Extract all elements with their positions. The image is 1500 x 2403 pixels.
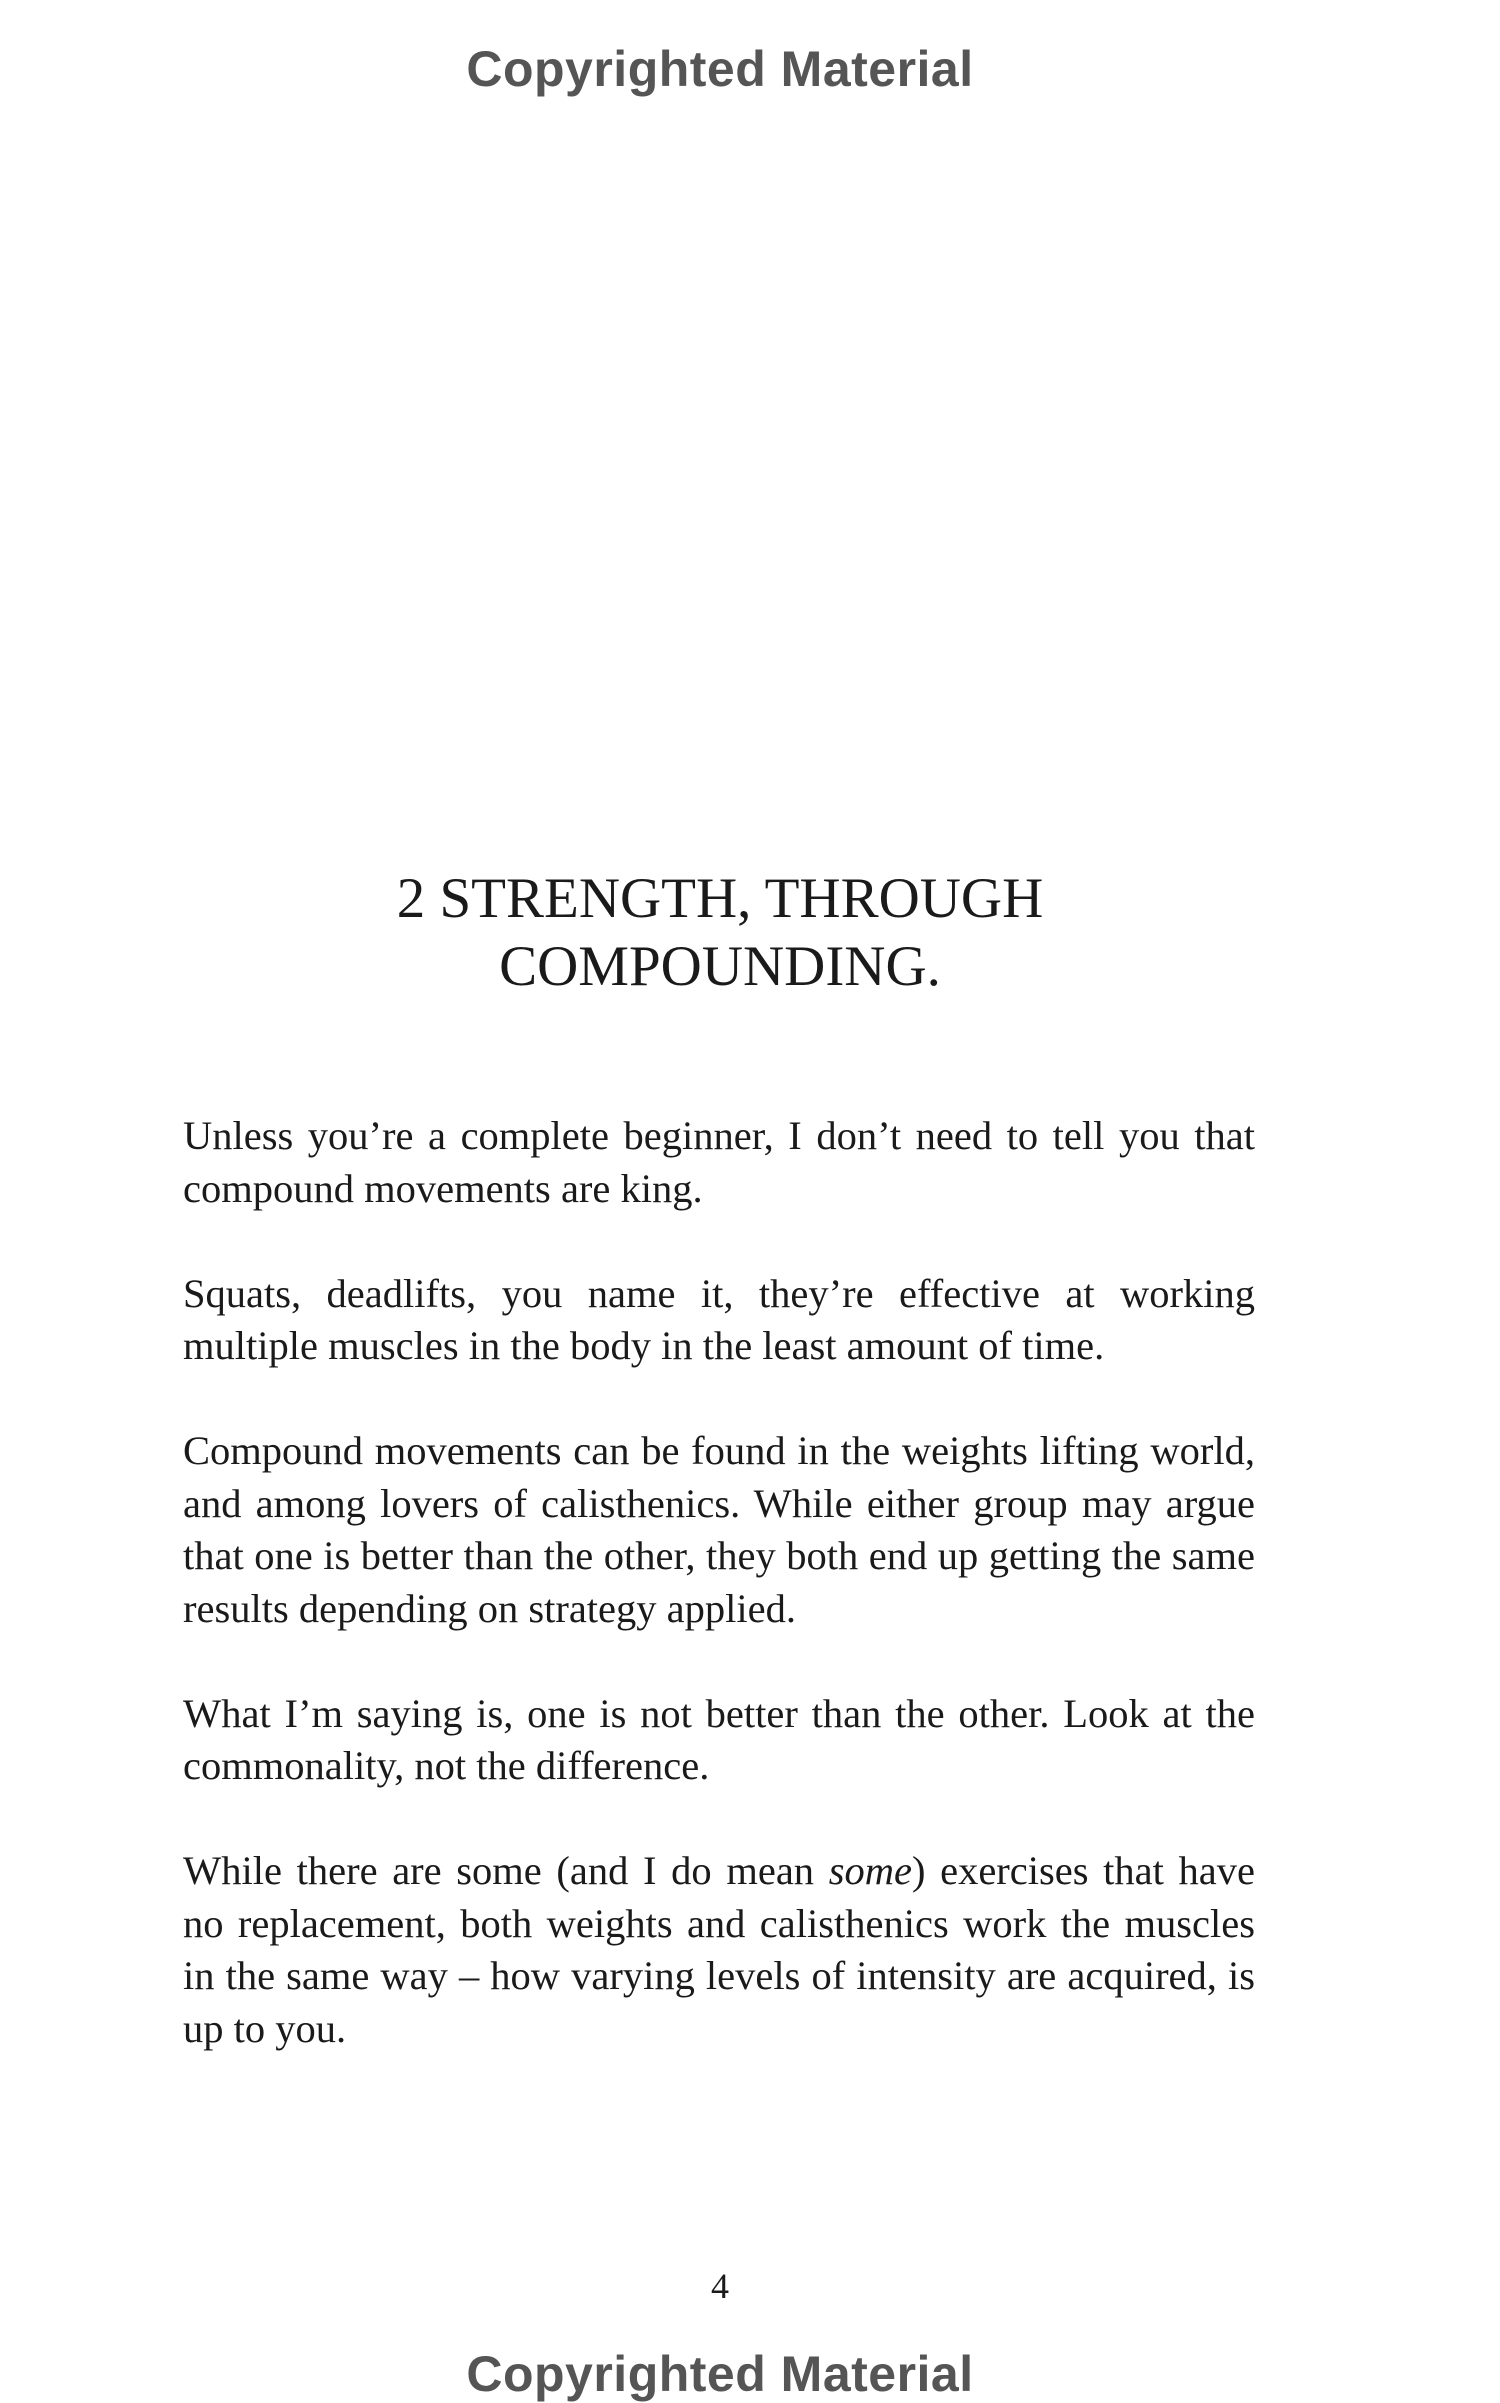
copyright-watermark-bottom: Copyrighted Material (466, 2346, 974, 2402)
paragraph-1: Unless you’re a complete beginner, I don’t need to tell you that compound movements are king. (183, 1113, 1255, 1211)
chapter-title (0, 865, 1440, 1001)
chapter-body (183, 1110, 1255, 2108)
paragraph-2: Squats, deadlifts, you name it, they’re effective at working multiple muscles in the body in the least amount of time. (183, 1270, 1255, 1368)
copyright-watermark-top: Copyrighted Material (466, 41, 974, 97)
paragraph-5-end: ) exercises that have no replacement, both weights and calisthenics work the muscles in the same way – how varying levels of intensity are acquired, is up to you. (183, 1848, 1255, 2051)
page-number: 4 (711, 2266, 729, 2306)
paragraph-5 (183, 1845, 1255, 2055)
chapter-title-line-2: COMPOUNDING. (499, 935, 941, 998)
paragraph-3: Compound movements can be found in the weights lifting world, and among lovers of calisthenics. While either group may argue that one is better than the other, they both end up getting the same results depending on strategy applied. (183, 1428, 1255, 1631)
paragraph-5-emphasis: some (828, 1848, 912, 1893)
paragraph-5-start: While there are some (and I do mean (183, 1848, 829, 1893)
chapter-title-line-1: 2 STRENGTH, THROUGH (396, 867, 1044, 930)
paragraph-4: What I’m saying is, one is not better than the other. Look at the commonality, not the difference. (183, 1690, 1255, 1788)
